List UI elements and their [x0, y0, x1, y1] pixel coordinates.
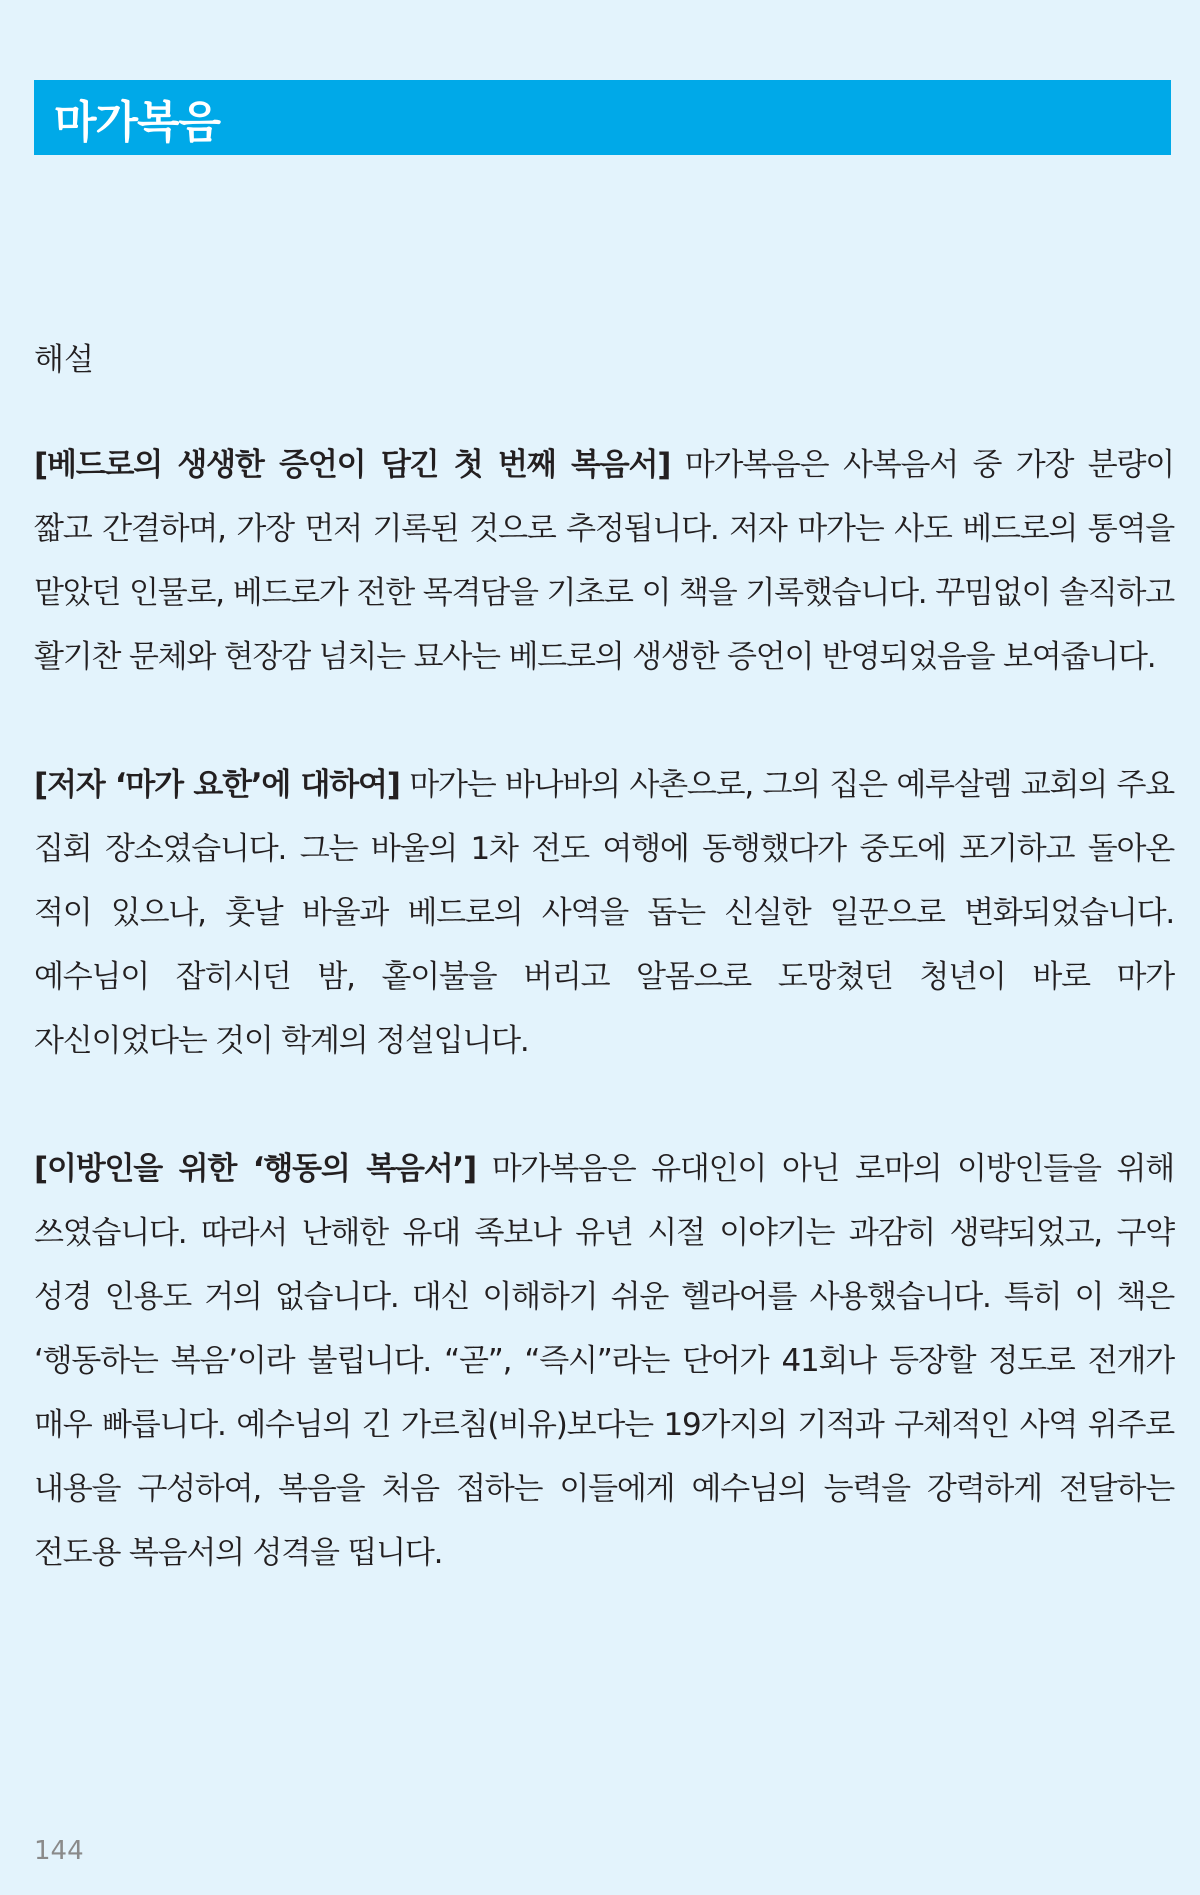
commentary-body — [34, 433, 1174, 1649]
paragraph-text: 마가는 바나바의 사촌으로, 그의 집은 예루살렘 교회의 주요 집회 장소였습니다. 그는 바울의 1차 전도 여행에 동행했다가 중도에 포기하고 돌아온 적이 있으나, 훗날 바울과 베드로의 사역을 돕는 신실한 일꾼으로 변화되었습니다. 예수님이 잡히시던 밤, 홑이불을 버리고 알몸으로 도망쳤던 청년이 바로 마가 자신이었다는 것이 학계의 정설입니다. — [34, 767, 1175, 1059]
page-number: 144 — [34, 1836, 84, 1866]
paragraph-gentiles — [34, 1137, 1174, 1585]
paragraph-heading: [저자 ‘마가 요한’에 대하여] — [34, 767, 400, 803]
paragraph-heading: [이방인을 위한 ‘행동의 복음서’] — [34, 1151, 477, 1187]
title-bar — [34, 80, 1171, 155]
section-label: 해설 — [34, 342, 94, 378]
page-title: 마가복음 — [54, 96, 221, 148]
paragraph-witness — [34, 433, 1174, 689]
paragraph-text: 마가복음은 사복음서 중 가장 분량이 짧고 간결하며, 가장 먼저 기록된 것으로 추정됩니다. 저자 마가는 사도 베드로의 통역을 맡았던 인물로, 베드로가 전한 목격담을 기초로 이 책을 기록했습니다. 꾸밈없이 솔직하고 활기찬 문체와 현장감 넘치는 묘사는 베드로의 생생한 증언이 반영되었음을 보여줍니다. — [34, 447, 1174, 675]
paragraph-text: 마가복음은 유대인이 아닌 로마의 이방인들을 위해 쓰였습니다. 따라서 난해한 유대 족보나 유년 시절 이야기는 과감히 생략되었고, 구약 성경 인용도 거의 없습니다. 대신 이해하기 쉬운 헬라어를 사용했습니다. 특히 이 책은 ‘행동하는 복음’이라 불립니다. “곧”, “즉시”라는 단어가 41회나 등장할 정도로 전개가 매우 빠릅니다. 예수님의 긴 가르침(비유)보다는 19가지의 기적과 구체적인 사역 위주로 내용을 구성하여, 복음을 처음 접하는 이들에게 예수님의 능력을 강력하게 전달하는 전도용 복음서의 성격을 띱니다. — [34, 1151, 1174, 1571]
paragraph-heading: [베드로의 생생한 증언이 담긴 첫 번째 복음서] — [34, 447, 671, 483]
paragraph-author — [34, 753, 1174, 1073]
